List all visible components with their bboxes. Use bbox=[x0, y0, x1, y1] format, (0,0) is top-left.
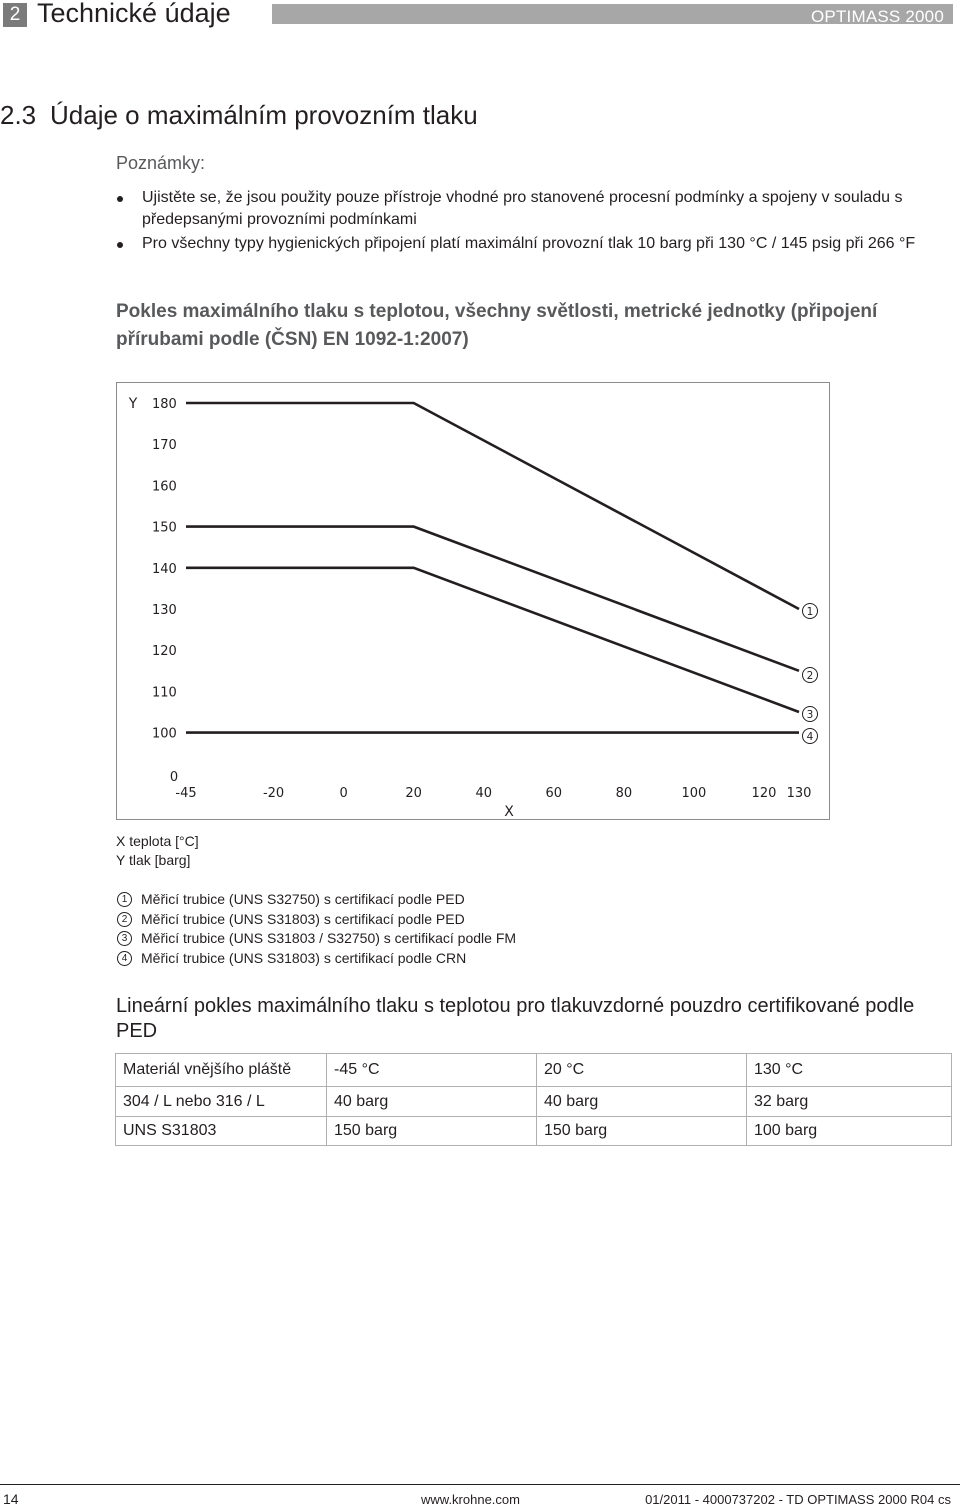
legend-text: Měřicí trubice (UNS S32750) s certifikací podle PED bbox=[141, 891, 465, 907]
legend-item bbox=[116, 890, 516, 910]
note-item: Ujistěte se, že jsou použity pouze přístroje vhodné pro stanovené procesní podmínky a spojeny v souladu s předepsanými provozními podmínkami bbox=[116, 187, 936, 231]
series-marker-label: 4 bbox=[806, 731, 814, 743]
x-axis-legend: X teplota [°C] bbox=[116, 833, 199, 849]
legend-item bbox=[116, 949, 516, 969]
table-cell: UNS S31803 bbox=[116, 1117, 327, 1146]
x-tick-label: 0 bbox=[339, 786, 348, 801]
table-cell: 40 barg bbox=[327, 1087, 537, 1117]
table-header-cell: Materiál vnějšího pláště bbox=[116, 1054, 327, 1087]
section-title bbox=[0, 100, 478, 131]
x-tick-label: -20 bbox=[262, 786, 285, 801]
table-cell: 304 / L nebo 316 / L bbox=[116, 1087, 327, 1117]
pressure-chart-frame bbox=[116, 382, 830, 820]
table-title: Lineární pokles maximálního tlaku s teplotou pro tlakuvzdorné pouzdro certifikované podle PED bbox=[116, 995, 915, 1042]
x-tick-label: 120 bbox=[751, 786, 777, 801]
pressure-table bbox=[115, 1053, 952, 1146]
series-marker-label: 1 bbox=[806, 606, 814, 618]
legend-text: Měřicí trubice (UNS S31803) s certifikací podle CRN bbox=[141, 949, 467, 966]
y-tick-label: 120 bbox=[152, 644, 177, 660]
notes-list bbox=[116, 187, 936, 257]
x-tick-label: 40 bbox=[475, 786, 493, 801]
legend-text: Měřicí trubice (UNS S31803 / S32750) s certifikací podle FM bbox=[141, 930, 517, 946]
x-tick-label: -45 bbox=[175, 786, 197, 801]
legend-item bbox=[116, 929, 516, 949]
section-title-text: Údaje o maximálním provozním tlaku bbox=[50, 100, 478, 130]
series-line-1 bbox=[186, 403, 799, 609]
series-line-3 bbox=[186, 568, 799, 712]
x-tick-label: 130 bbox=[786, 786, 812, 801]
page-number: 14 bbox=[3, 1491, 19, 1507]
chapter-number: 2 bbox=[3, 3, 27, 27]
table-cell: 32 barg bbox=[747, 1087, 952, 1117]
note-item: Pro všechny typy hygienických připojení platí maximální provozní tlak 10 barg při 130 °C / 145 psig při 266 °F bbox=[116, 233, 936, 255]
table-cell: 100 barg bbox=[747, 1117, 952, 1146]
table-header-row bbox=[116, 1054, 952, 1087]
table-cell: 150 barg bbox=[537, 1117, 747, 1146]
x-tick-label: 80 bbox=[615, 786, 633, 801]
y-axis-legend: Y tlak [barg] bbox=[116, 852, 191, 868]
footer-document-id: 01/2011 - 4000737202 - TD OPTIMASS 2000 R04 cs bbox=[645, 1492, 951, 1507]
product-name: OPTIMASS 2000 bbox=[811, 7, 944, 26]
x-axis-letter: X bbox=[504, 804, 514, 820]
y-tick-label: 0 bbox=[169, 770, 179, 785]
y-axis-letter: Y bbox=[128, 396, 138, 412]
legend-marker: 2 bbox=[117, 912, 132, 927]
series-marker-label: 3 bbox=[806, 709, 814, 721]
chart-title: Pokles maximálního tlaku s teplotou, všechny světlosti, metrické jednotky (připojení přírubami podle (ČSN) EN 1092-1:2007) bbox=[116, 301, 878, 350]
y-tick-label: 150 bbox=[152, 520, 177, 536]
table-header-cell: 130 °C bbox=[747, 1054, 952, 1087]
section-number: 2.3 bbox=[0, 100, 37, 130]
x-tick-label: 60 bbox=[545, 786, 563, 801]
x-tick-label: 20 bbox=[405, 786, 422, 801]
legend-marker: 3 bbox=[117, 931, 132, 946]
footer-website: www.krohne.com bbox=[421, 1492, 520, 1507]
y-tick-label: 140 bbox=[152, 561, 177, 577]
axis-legend bbox=[116, 832, 199, 870]
table-cell: 40 barg bbox=[537, 1087, 747, 1117]
chapter-title: Technické údaje bbox=[37, 0, 231, 28]
pressure-temperature-chart bbox=[117, 383, 831, 821]
y-tick-label: 110 bbox=[152, 685, 177, 701]
table-header-cell: 20 °C bbox=[537, 1054, 747, 1087]
series-marker-label: 2 bbox=[806, 670, 814, 682]
table-row bbox=[116, 1117, 952, 1146]
y-tick-label: 100 bbox=[152, 726, 177, 742]
legend-text: Měřicí trubice (UNS S31803) s certifikací podle PED bbox=[141, 910, 465, 927]
y-tick-label: 160 bbox=[152, 479, 177, 495]
series-legend bbox=[116, 890, 516, 968]
series-line-2 bbox=[186, 527, 799, 671]
y-tick-label: 170 bbox=[152, 438, 177, 454]
table-row bbox=[116, 1087, 952, 1117]
table-header-cell: -45 °C bbox=[327, 1054, 537, 1087]
y-tick-label: 180 bbox=[152, 397, 177, 412]
legend-marker: 4 bbox=[117, 951, 132, 966]
legend-item bbox=[116, 910, 516, 930]
notes-heading: Poznámky: bbox=[116, 153, 206, 173]
footer-rule bbox=[0, 1484, 960, 1485]
header-bar bbox=[272, 4, 953, 24]
table-cell: 150 barg bbox=[327, 1117, 537, 1146]
y-tick-label: 130 bbox=[152, 603, 177, 618]
x-tick-label: 100 bbox=[681, 786, 707, 801]
legend-marker: 1 bbox=[117, 892, 132, 907]
